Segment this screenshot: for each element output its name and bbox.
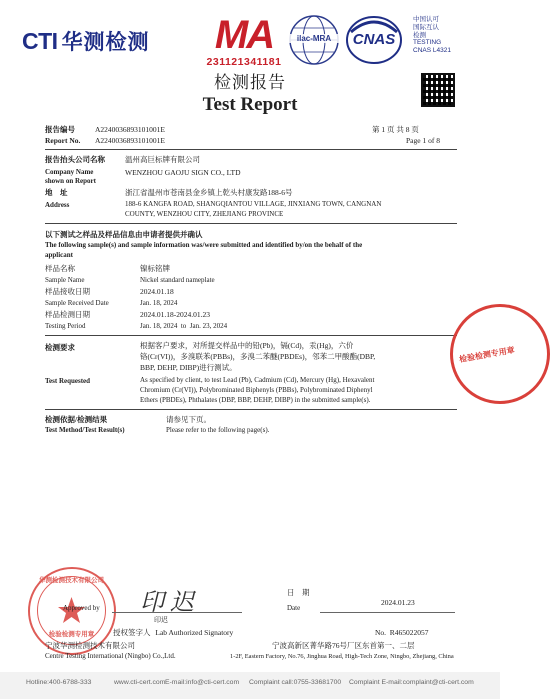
address-label-en: Address: [45, 201, 70, 209]
lab-name-en: Centre Testing International (Ningbo) Co.,Ltd.: [45, 652, 176, 660]
sample-received-zh: 2024.01.18: [140, 287, 174, 296]
requirements-zh-1: 根据客户要求，对所提交样品中的铅(Pb)，镉(Cd)，汞(Hg)，六价: [140, 341, 354, 350]
cti-logo-chinese: 华测检测: [61, 31, 150, 54]
result-text-en: Please refer to the following page(s).: [166, 426, 270, 434]
requirements-en-3: Ethers (PBDEs), Phthalates (DBP, BBP, DEHP, DIBP) in the submitted sample(s).: [140, 396, 371, 404]
authorized-signatory-en: Lab Authorized Signatory: [155, 628, 234, 637]
recognition-zh-3: 检测: [413, 31, 426, 39]
report-no-value-zh: A2240036893101001E: [95, 125, 165, 134]
company-seal-text: 华测检测技术有限公司: [39, 577, 104, 584]
result-text-zh: 请参见下页。: [166, 415, 211, 424]
title-zh: 检测报告: [214, 73, 286, 92]
sample-intro-en-1: The following sample(s) and sample information was/were submitted and identified by/on the behalf of the: [45, 241, 363, 249]
requirements-label-en: Test Requested: [45, 377, 91, 385]
title-en: Test Report: [202, 94, 298, 115]
cma-number: 231121341181: [206, 56, 282, 68]
result-label-zh: 检测依据/检测结果: [45, 415, 108, 424]
divider-4: [45, 409, 457, 410]
cnas-logo: [345, 14, 403, 66]
footer-email[interactable]: E-mail:info@cti-cert.com: [165, 679, 240, 686]
sample-received-label-zh: 样品接收日期: [45, 287, 90, 296]
company-label-en-2: shown on Report: [45, 177, 96, 185]
requirements-zh-2: 铬(Cr(VI))，多溴联苯(PBBs)，多溴二苯醚(PBDEs)，邻苯二甲酸酯(DBP,: [140, 352, 376, 361]
company-seal-subtext: 检验检测专用章: [48, 631, 95, 638]
approved-by-label: Approved by: [63, 604, 100, 612]
requirements-en-1: As specified by client, to test Lead (Pb), Cadmium (Cd), Mercury (Hg), Hexavalent: [140, 376, 375, 384]
sample-name-en: Nickel standard nameplate: [140, 276, 215, 284]
divider-3: [45, 335, 457, 336]
inspection-seal-right: [442, 296, 558, 412]
authorized-signatory-zh: 授权签字人: [113, 628, 151, 637]
signature-line: [112, 612, 242, 613]
requirements-label-zh: 检测要求: [45, 343, 75, 352]
requirements-zh-3: BBP, DEHP, DIBP)进行测试。: [140, 363, 237, 372]
date-line: [320, 612, 455, 613]
cnas-number: CNAS L4321: [413, 47, 451, 55]
signer-name: 印迟: [154, 616, 168, 624]
authorized-signatory-label: [113, 628, 233, 638]
divider-2: [45, 223, 457, 224]
report-no-label-en: Report No.: [45, 136, 81, 145]
requirements-en-2: Chromium (Cr(VI)), Polybrominated Biphenyls (PBBs), Polybrominated Diphenyl: [140, 386, 373, 394]
testing-period-zh: 2024.01.18-2024.01.23: [140, 310, 210, 319]
lab-cert-no: No. R465022057: [375, 628, 429, 637]
lab-address-zh: 宁波高新区菁华路76号厂区东首第一、二层: [272, 641, 415, 650]
footer-website[interactable]: www.cti-cert.com: [114, 679, 166, 686]
footer-hotline: Hotline:400-6788-333: [26, 679, 92, 686]
footer-complaint-call: Complaint call:0755-33681700: [249, 679, 342, 686]
divider-1: [45, 149, 457, 150]
date-value: 2024.01.23: [381, 598, 415, 607]
address-label-zh: 地 址: [45, 188, 68, 197]
sample-name-label-en: Sample Name: [45, 276, 85, 284]
cma-logo: [203, 13, 285, 68]
recognition-en: TESTING: [413, 39, 442, 47]
company-label-zh: 报告抬头公司名称: [45, 155, 105, 164]
sample-intro-en-2: applicant: [45, 251, 74, 259]
recognition-zh-1: 中国认可: [413, 16, 439, 23]
footer-complaint-email[interactable]: Complaint E-mail:complaint@cti-cert.com: [349, 679, 474, 686]
address-en-2: COUNTY, WENZHOU CITY, ZHEJIANG PROVINCE: [125, 210, 284, 218]
cti-logo: [22, 26, 150, 56]
recognition-zh-2: 国际互认: [413, 23, 439, 31]
testing-period-en: Jan. 18, 2024 to Jan. 23, 2024: [140, 322, 228, 330]
ilac-mra-logo: [288, 14, 340, 66]
testing-period-label-en: Testing Period: [45, 322, 86, 330]
report-no-label-zh: 报告编号: [45, 125, 75, 134]
cnas-label: CNAS: [352, 31, 396, 48]
cti-logo-latin: CTI: [22, 28, 58, 54]
date-label-en: Date: [287, 604, 301, 612]
cma-mark: MA: [214, 13, 274, 57]
address-zh: 浙江省温州市苍南县金乡镇上乾头村康发路188-6号: [125, 188, 293, 197]
address-en-1: 188-6 KANGFA ROAD, SHANGQIANTOU VILLAGE, JINXIANG TOWN, CANGNAN: [125, 200, 382, 208]
sample-received-label-en: Sample Received Date: [45, 299, 109, 307]
signature: 印迟: [140, 590, 200, 616]
sample-name-zh: 镍标铭牌: [140, 264, 170, 273]
page-indicator-zh: 第 1 页 共 8 页: [372, 125, 419, 134]
lab-name-zh: 宁波华测检测技术有限公司: [45, 641, 135, 650]
date-label-zh: 日 期: [287, 588, 310, 597]
recognition-text: [413, 16, 451, 55]
sample-received-en: Jan. 18, 2024: [140, 299, 178, 307]
report-no-value-en: A2240036893101001E: [95, 136, 165, 145]
testing-period-label-zh: 样品检测日期: [45, 310, 90, 319]
result-label-en: Test Method/Test Result(s): [45, 426, 125, 434]
company-name-zh: 温州高巨标牌有限公司: [125, 155, 200, 164]
ilac-mra-label: ilac-MRA: [288, 34, 340, 43]
company-name-en: WENZHOU GAOJU SIGN CO., LTD: [125, 168, 241, 177]
company-label-en-1: Company Name: [45, 168, 94, 176]
page-indicator-en: Page 1 of 8: [406, 136, 440, 145]
inspection-seal-right-text: 检验检测专用章: [458, 345, 516, 365]
sample-name-label-zh: 样品名称: [45, 264, 75, 273]
lab-address-en: 1-2F, Eastern Factory, No.76, Jinghua Road, High-Tech Zone, Ningbo, Zhejiang, China: [230, 653, 454, 660]
sample-intro-zh: 以下测试之样品及样品信息由申请者提供并确认: [45, 230, 203, 239]
